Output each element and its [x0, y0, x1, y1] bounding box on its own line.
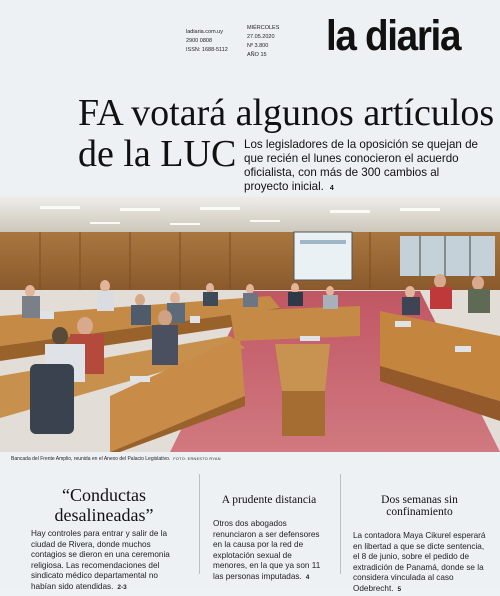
- issn-text: ISSN: 1688-5112: [186, 47, 228, 53]
- year-text: AÑO 15: [247, 52, 267, 58]
- story-page-ref: 5: [397, 585, 402, 593]
- photo-caption: [11, 456, 221, 462]
- story-title: “Conductas desalineadas”: [54, 485, 154, 525]
- legislative-session-photo: [0, 196, 500, 452]
- issue-number-text: Nº 3.800: [247, 43, 269, 49]
- story-body: [353, 531, 486, 596]
- story-title: A prudente distancia: [221, 494, 317, 506]
- headline-line-2: de la LUC: [78, 133, 237, 175]
- newspaper-logo: la diaria: [326, 12, 461, 60]
- lead-deck: [244, 138, 484, 196]
- lead-photo: [0, 196, 500, 452]
- story-teaser[interactable]: [353, 494, 486, 596]
- story-teaser[interactable]: [31, 485, 177, 594]
- weekday-text: MIÉRCOLES: [247, 25, 280, 31]
- website-text: ladiaria.com.uy: [186, 29, 223, 35]
- phone-text: 2900 0808: [186, 38, 212, 44]
- headline-line-1: FA votará algunos artículos: [78, 92, 495, 134]
- story-text: Hay controles para entrar y salir de la ciudad de Rivera, donde muchos contagios se dieron en una ceremonia religiosa. Las recomendaciones del sindicato médico departamental no habían sido atendidas.: [31, 529, 170, 591]
- masthead-contact: [186, 28, 228, 55]
- story-text: Otros dos abogados renunciaron a ser defensores en la causa por la red de explotación sexual de menores, en la que ya son 11 las personas imputadas.: [213, 519, 321, 581]
- story-teaser[interactable]: [213, 494, 325, 584]
- story-body: [213, 519, 325, 584]
- story-page-ref: 4: [305, 573, 310, 581]
- deck-text: Los legisladores de la oposición se quejan de que recién el lunes conocieron el acuerdo oficialista, con más de 300 cambios al proyecto inicial.: [244, 138, 478, 193]
- photo-credit: FOTO: ERNESTO RYAN: [173, 457, 221, 461]
- story-text: La contadora Maya Cikurel esperará en libertad a que se dicte sentencia, el 8 de junio, sobre el pedido de extradición de Panamá, donde se la considera vinculada al caso Odebrecht.: [353, 531, 486, 593]
- deck-page-ref: 4: [329, 185, 334, 192]
- story-page-ref: 2-3: [117, 583, 127, 591]
- date-text: 27.05.2020: [247, 34, 275, 40]
- story-title: Dos semanas sin confinamiento: [381, 494, 458, 518]
- caption-text: Bancada del Frente Amplio, reunida en el Anexo del Palacio Legislativo.: [11, 456, 171, 462]
- story-body: [31, 529, 177, 594]
- column-divider: [340, 474, 341, 574]
- masthead-issue-info: [247, 24, 279, 60]
- column-divider: [199, 474, 200, 574]
